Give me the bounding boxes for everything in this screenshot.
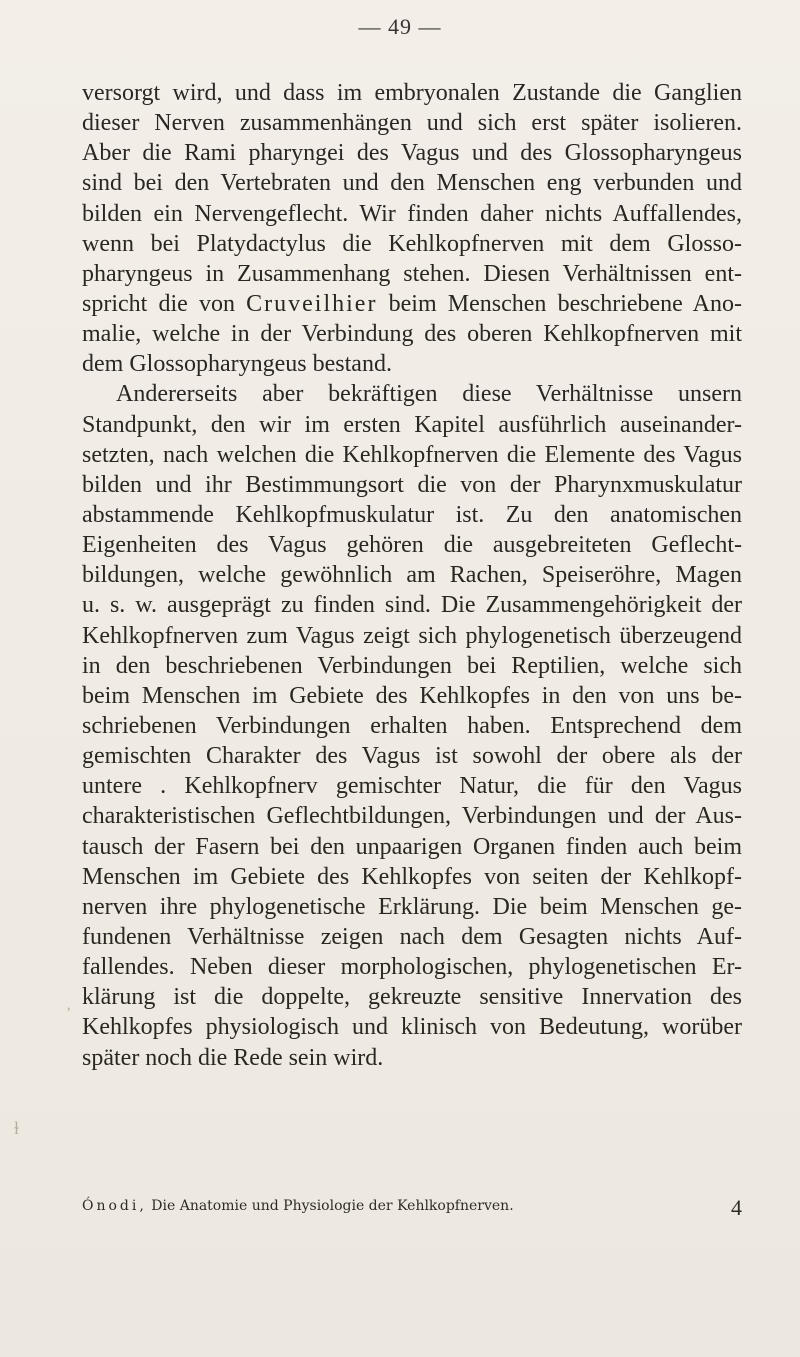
text-line: Menschen im Gebiete des Kehlkopfes von seiten der Kehlkopf-: [82, 863, 742, 890]
text-line: untere . Kehlkopfnerv gemischter Natur, die für den Vagus: [82, 773, 742, 800]
person-name: Cruveilhier: [246, 290, 378, 317]
text-after-name: beim Menschen beschriebene Ano-: [377, 290, 743, 317]
text-line: später noch die Rede sein wird.: [82, 1044, 384, 1071]
text-line: Standpunkt, den wir im ersten Kapitel ausführlich auseinander-: [82, 411, 742, 438]
text-line: bildungen, welche gewöhnlich am Rachen, Speiseröhre, Magen: [82, 562, 742, 589]
text-line: wenn bei Platydactylus die Kehlkopfnerven mit dem Glosso-: [82, 230, 742, 257]
text-line: bilden ein Nervengeflecht. Wir finden daher nichts Auffallendes,: [82, 200, 742, 227]
text-line: Kehlkopfes physiologisch und klinisch von Bedeutung, worüber: [82, 1014, 742, 1041]
text-line-with-name: [82, 289, 742, 319]
text-line: beim Menschen im Gebiete des Kehlkopfes in den von uns be-: [82, 682, 742, 709]
signature-mark: 4: [731, 1195, 742, 1220]
text-line: charakteristischen Geflechtbildungen, Verbindungen und der Aus-: [82, 803, 742, 830]
margin-mark: ɫ: [14, 1118, 20, 1138]
text-line: Aber die Rami pharyngei des Vagus und des Glossopharyngeus: [82, 140, 742, 167]
text-line: sind bei den Vertebraten und den Menschen eng verbunden und: [82, 170, 742, 197]
text-line: Andererseits aber bekräftigen diese Verhältnisse unsern: [116, 381, 742, 408]
text-before-name: spricht die von: [82, 290, 247, 317]
text-line: gemischten Charakter des Vagus ist sowohl der obere als der: [82, 743, 742, 770]
text-line: u. s. w. ausgeprägt zu finden sind. Die Zusammengehörigkeit der: [82, 592, 742, 619]
text-line: fallendes. Neben dieser morphologischen, phylogenetischen Er-: [82, 954, 742, 981]
text-line: klärung ist die doppelte, gekreuzte sensitive Innervation des: [82, 984, 742, 1011]
text-line: nerven ihre phylogenetische Erklärung. Die beim Menschen ge-: [82, 893, 742, 920]
text-line: dieser Nerven zusammenhängen und sich erst später isolieren.: [82, 110, 742, 137]
text-line: abstammende Kehlkopfmuskulatur ist. Zu den anatomischen: [82, 501, 742, 528]
text-line: malie, welche in der Verbindung des oberen Kehlkopfnerven mit: [82, 321, 742, 348]
text-line: setzten, nach welchen die Kehlkopfnerven die Elemente des Vagus: [82, 441, 742, 468]
page-number-header: — 49 —: [358, 14, 442, 39]
text-line: Kehlkopfnerven zum Vagus zeigt sich phylogenetisch überzeugend: [82, 622, 742, 649]
text-line: bilden und ihr Bestimmungsort die von der Pharynxmuskulatur: [82, 471, 742, 498]
text-line: pharyngeus in Zusammenhang stehen. Diesen Verhältnissen ent-: [82, 260, 742, 287]
text-line: versorgt wird, und dass im embryonalen Zustande die Ganglien: [82, 80, 742, 106]
footer-author: Ónodi,: [82, 1198, 147, 1214]
text-line: Eigenheiten des Vagus gehören die ausgebreiteten Geflecht-: [82, 532, 742, 559]
body-text: [82, 78, 742, 1073]
page-footer: [82, 1195, 742, 1220]
text-line: schriebenen Verbindungen erhalten haben. Entsprechend dem: [82, 712, 742, 739]
text-line: tausch der Fasern bei den unpaarigen Organen finden auch beim: [82, 833, 742, 860]
footer-title: Die Anatomie und Physiologie der Kehlkopfnerven.: [151, 1198, 514, 1214]
text-line: dem Glossopharyngeus bestand.: [82, 351, 392, 378]
text-line: in den beschriebenen Verbindungen bei Reptilien, welche sich: [82, 652, 742, 679]
text-line: fundenen Verhältnisse zeigen nach dem Gesagten nichts Auf-: [82, 923, 742, 950]
margin-mark: ʼ: [66, 1005, 72, 1022]
